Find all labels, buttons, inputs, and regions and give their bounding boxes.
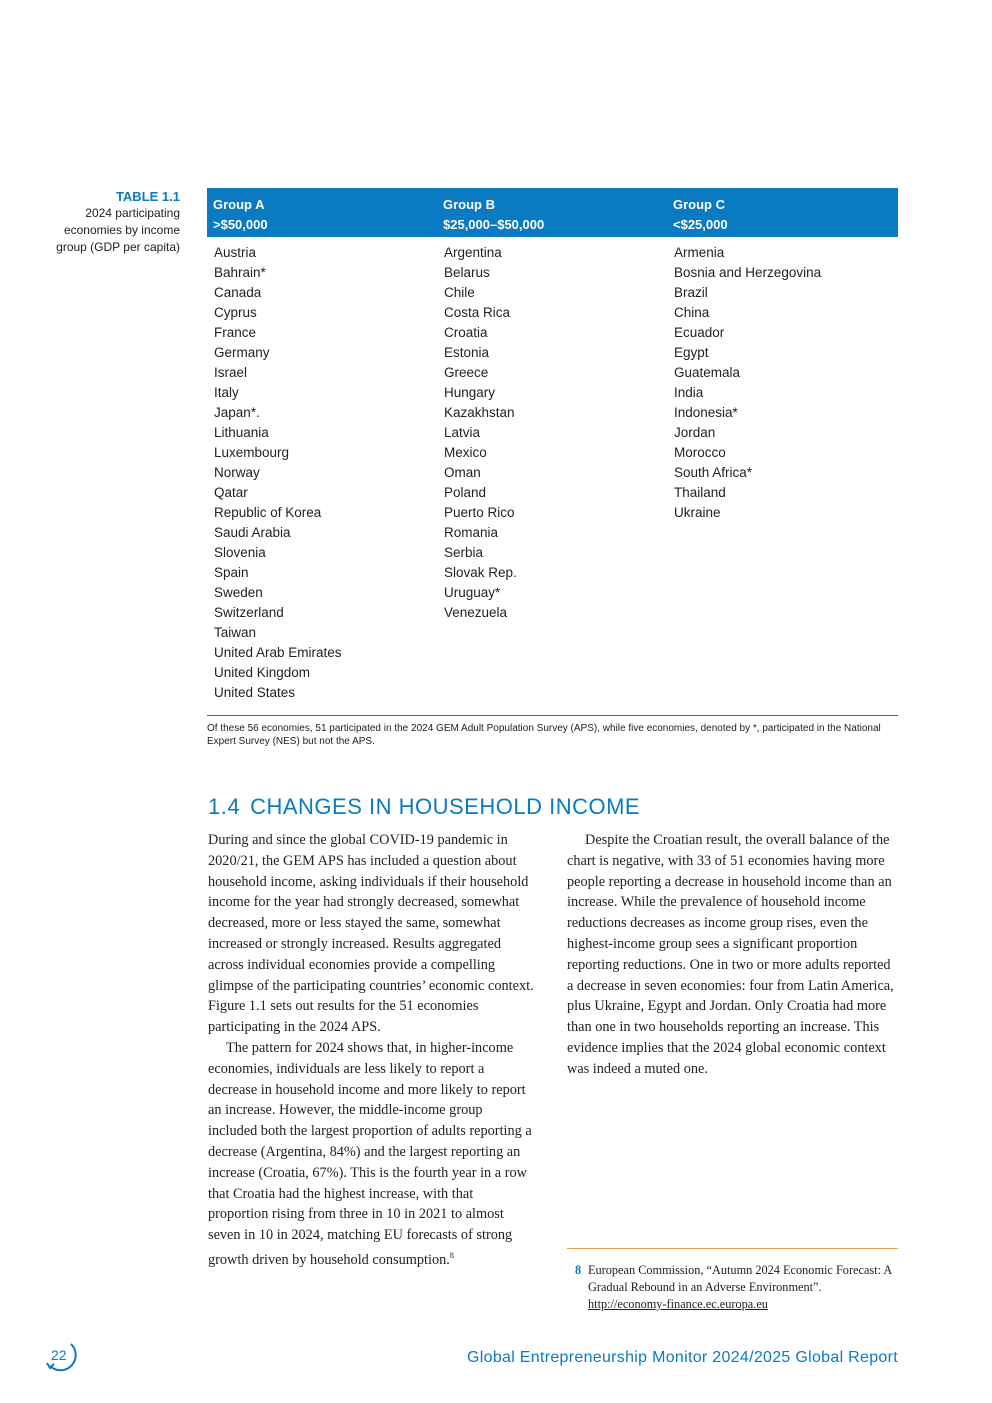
table-bottom-rule	[207, 715, 898, 716]
table-cell: France	[214, 325, 257, 340]
footnote-text: European Commission, “Autumn 2024 Economic Forecast: A Gradual Rebound in an Adverse Environment”.	[588, 1263, 892, 1294]
table-cell: Italy	[214, 385, 239, 400]
table-cell: Armenia	[674, 245, 725, 260]
group-c-name: Group C	[673, 197, 725, 212]
paragraph-2-text: The pattern for 2024 shows that, in higher-income economies, individuals are less likely to report a decrease in household income and more likely to report an increase. However, the middle-income group included both the largest proportion of adults reporting a decrease (Argentina, 84%) and the largest reporting an increase (Croatia, 67%). This is the fourth year in a row that Croatia had the highest increase, with that proportion rising from three in 10 in 2021 to almost seven in 10 in 2024, matching EU forecasts of strong growth driven by household consumption.	[208, 1039, 532, 1268]
table-cell: South Africa*	[674, 465, 753, 480]
group-a-range: >$50,000	[213, 217, 268, 232]
table-cell: Puerto Rico	[444, 505, 515, 520]
table-cell: Ukraine	[674, 505, 721, 520]
table-cell: Indonesia*	[674, 405, 738, 420]
table-cell: Cyprus	[214, 305, 257, 320]
header-group-c	[667, 188, 897, 237]
section-heading	[208, 794, 640, 820]
header-group-b	[437, 188, 667, 237]
table-cell: Norway	[214, 465, 260, 480]
table-cell: Switzerland	[214, 605, 284, 620]
table-body	[207, 237, 898, 709]
table-cell: Republic of Korea	[214, 505, 322, 520]
footnote-body	[588, 1262, 895, 1313]
table-label: TABLE 1.1	[115, 189, 180, 204]
table-caption: 2024 participating economies by income group (GDP per capita)	[56, 206, 180, 254]
paragraph-2	[208, 1038, 534, 1271]
body-column-right	[567, 830, 899, 1080]
footnote	[575, 1262, 895, 1313]
table-cell: Greece	[444, 365, 489, 380]
table-cell: Taiwan	[214, 625, 257, 640]
table-cell: Egypt	[674, 345, 709, 360]
table-header	[207, 188, 898, 237]
footnote-rule	[567, 1248, 898, 1249]
table-cell: China	[674, 305, 710, 320]
table-cell: United States	[214, 685, 296, 700]
group-a-name: Group A	[213, 197, 265, 212]
table-cell: Jordan	[674, 425, 716, 440]
body-column-left	[208, 830, 534, 1271]
table-cell: Thailand	[674, 485, 726, 500]
table-cell: Latvia	[444, 425, 481, 440]
group-b-range: $25,000–$50,000	[443, 217, 545, 232]
table-cell: Venezuela	[444, 605, 508, 620]
table-cell: Brazil	[674, 285, 708, 300]
table-cell: Israel	[214, 365, 248, 380]
table-cell: Saudi Arabia	[214, 525, 291, 540]
page-number: 22	[51, 1347, 67, 1363]
table-cell: Luxembourg	[214, 445, 290, 460]
table-cell: Chile	[444, 285, 475, 300]
header-group-a	[207, 188, 437, 237]
table-cell: Belarus	[444, 265, 490, 280]
table-sidebar	[40, 188, 180, 256]
table-cell: Spain	[214, 565, 249, 580]
paragraph-3: Despite the Croatian result, the overall balance of the chart is negative, with 33 of 51 economies having more people reporting a decrease in household income than an increase. While the prevalence of household income reductions decreases as income group rises, even the highest-income group sees a significant proportion reporting reductions. One in two or more adults reported a decrease in seven economies: four from Latin America, plus Ukraine, Egypt and Jordan. Only Croatia had more than one in two households reporting an increase. This evidence implies that the 2024 global economic context was indeed a muted one.	[567, 832, 894, 1077]
table-cell: Estonia	[444, 345, 490, 360]
table-cell: Germany	[214, 345, 270, 360]
table-cell: United Arab Emirates	[214, 645, 342, 660]
column-group-c	[667, 243, 897, 709]
table-cell: Qatar	[214, 485, 248, 500]
section-number: 1.4	[208, 794, 241, 819]
table-cell: Oman	[444, 465, 481, 480]
table-cell: Slovak Rep.	[444, 565, 517, 580]
table-cell: Sweden	[214, 585, 263, 600]
table-cell: Bosnia and Herzegovina	[674, 265, 822, 280]
footnote-ref-8[interactable]: 8	[449, 1250, 454, 1260]
table-cell: Argentina	[444, 245, 502, 260]
column-group-b	[437, 243, 667, 709]
table-cell: Japan*.	[214, 405, 260, 420]
table-cell: Bahrain*	[214, 265, 266, 280]
group-c-range: <$25,000	[673, 217, 728, 232]
footnote-link[interactable]: http://economy-finance.ec.europa.eu	[588, 1297, 768, 1311]
table-cell: Lithuania	[214, 425, 269, 440]
income-group-table	[207, 188, 898, 748]
table-cell: Serbia	[444, 545, 484, 560]
section-title: CHANGES IN HOUSEHOLD INCOME	[250, 794, 641, 819]
table-cell: United Kingdom	[214, 665, 311, 680]
table-cell: Ecuador	[674, 325, 725, 340]
footer-report-title: Global Entrepreneurship Monitor 2024/2025 Global Report	[467, 1349, 898, 1366]
table-cell: Kazakhstan	[444, 405, 515, 420]
page-number-badge	[44, 1340, 82, 1372]
table-cell: Costa Rica	[444, 305, 511, 320]
table-cell: Morocco	[674, 445, 726, 460]
table-note: Of these 56 economies, 51 participated in the 2024 GEM Adult Population Survey (APS), while five economies, denoted by *, participated in the National Expert Survey (NES) but not the APS.	[207, 723, 881, 747]
table-cell: Canada	[214, 285, 262, 300]
table-cell: Uruguay*	[444, 585, 501, 600]
table-cell: Romania	[444, 525, 499, 540]
table-cell: Slovenia	[214, 545, 266, 560]
table-cell: Poland	[444, 485, 487, 500]
table-cell: Mexico	[444, 445, 487, 460]
footnote-number: 8	[575, 1263, 582, 1277]
table-cell: Austria	[214, 245, 257, 260]
table-cell: Hungary	[444, 385, 496, 400]
table-cell: Croatia	[444, 325, 488, 340]
table-cell: India	[674, 385, 704, 400]
paragraph-1: During and since the global COVID-19 pandemic in 2020/21, the GEM APS has included a question about household income, asking individuals if their household income for the year had strongly decreased, somewhat decreased, more or less stayed the same, somewhat increased or strongly increased. Results aggregated across individual economies provide a compelling glimpse of the participating countries’ economic context. Figure 1.1 sets out results for the 51 economies participating in the 2024 APS.	[208, 832, 534, 1036]
table-cell: Guatemala	[674, 365, 741, 380]
group-b-name: Group B	[443, 197, 495, 212]
column-group-a	[207, 243, 437, 709]
